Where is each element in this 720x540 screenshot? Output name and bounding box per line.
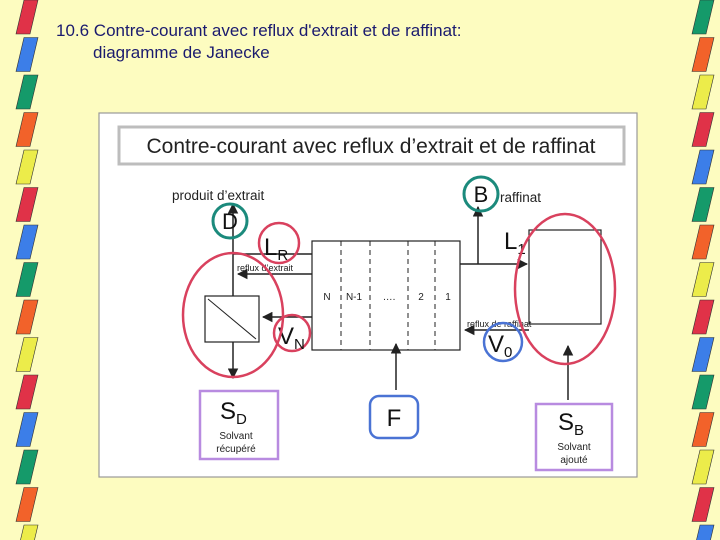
stripe-segment — [692, 338, 714, 372]
stripe-segment — [692, 188, 714, 222]
stripe-segment — [16, 0, 38, 34]
stripe-segment — [16, 338, 38, 372]
decorative-left-stripe-border — [0, 0, 44, 540]
VN-label: $V_N$ — [278, 323, 305, 353]
stripe-segment — [16, 300, 38, 334]
raffinat-label: raffinat — [500, 190, 542, 205]
LR-label: $L_R$ — [264, 234, 289, 264]
decorative-right-stripe-border — [676, 0, 720, 540]
stripe-segment — [692, 0, 714, 34]
stripe-segment — [16, 375, 38, 409]
F-label: F — [386, 405, 402, 432]
stripe-segment — [16, 413, 38, 447]
reflux-extrait-label: reflux d’extrait — [237, 263, 294, 273]
slide-title — [56, 20, 656, 64]
diagram-header-text: Contre-courant avec reflux d’extrait et de raffinat — [146, 135, 596, 158]
SB-description: ajouté — [560, 455, 588, 466]
mixer-unit — [529, 230, 601, 324]
stripe-segment — [16, 113, 38, 147]
D-label: D — [222, 209, 238, 234]
SD-description: Solvant — [219, 431, 253, 442]
stage-label: 1 — [445, 292, 451, 303]
stage-label: N — [323, 292, 331, 303]
stripe-segment — [16, 450, 38, 484]
produit-extrait-label: produit d’extrait — [172, 188, 265, 203]
stripe-segment — [16, 525, 38, 540]
stripe-segment — [692, 525, 714, 540]
stripe-segment — [692, 375, 714, 409]
SB-description: Solvant — [557, 442, 591, 453]
B-label: B — [473, 182, 489, 207]
stripe-segment — [16, 150, 38, 184]
stripe-segment — [692, 225, 714, 259]
stripe-segment — [692, 413, 714, 447]
stripe-segment — [16, 188, 38, 222]
stage-label: 2 — [418, 292, 424, 303]
stripe-segment — [16, 488, 38, 522]
stripe-segment — [16, 75, 38, 109]
stage-label: N-1 — [345, 292, 363, 303]
stripe-segment — [692, 38, 714, 72]
stripe-segment — [692, 150, 714, 184]
stripe-segment — [692, 113, 714, 147]
stripe-segment — [16, 263, 38, 297]
stripe-segment — [692, 488, 714, 522]
stripe-segment — [692, 263, 714, 297]
SB-label: $S_B$ — [558, 409, 585, 439]
L1-label: $L_1$ — [504, 228, 526, 258]
SD-label: $S_D$ — [220, 398, 247, 428]
SD-description: récupéré — [216, 444, 256, 455]
stripe-segment — [692, 75, 714, 109]
stripe-segment — [692, 300, 714, 334]
slide-title-line-2: diagramme de Janecke — [93, 43, 270, 62]
stripe-segment — [692, 450, 714, 484]
stripe-segment — [16, 38, 38, 72]
slide-title-line-1: 10.6 Contre-courant avec reflux d'extrait et de raffinat: — [56, 21, 462, 40]
stage-label: …. — [382, 292, 396, 303]
janecke-process-diagram — [98, 112, 638, 478]
V0-label: $V_0$ — [488, 331, 513, 361]
reflux-raffinat-label: reflux de raffinat — [467, 319, 532, 329]
stripe-segment — [16, 225, 38, 259]
